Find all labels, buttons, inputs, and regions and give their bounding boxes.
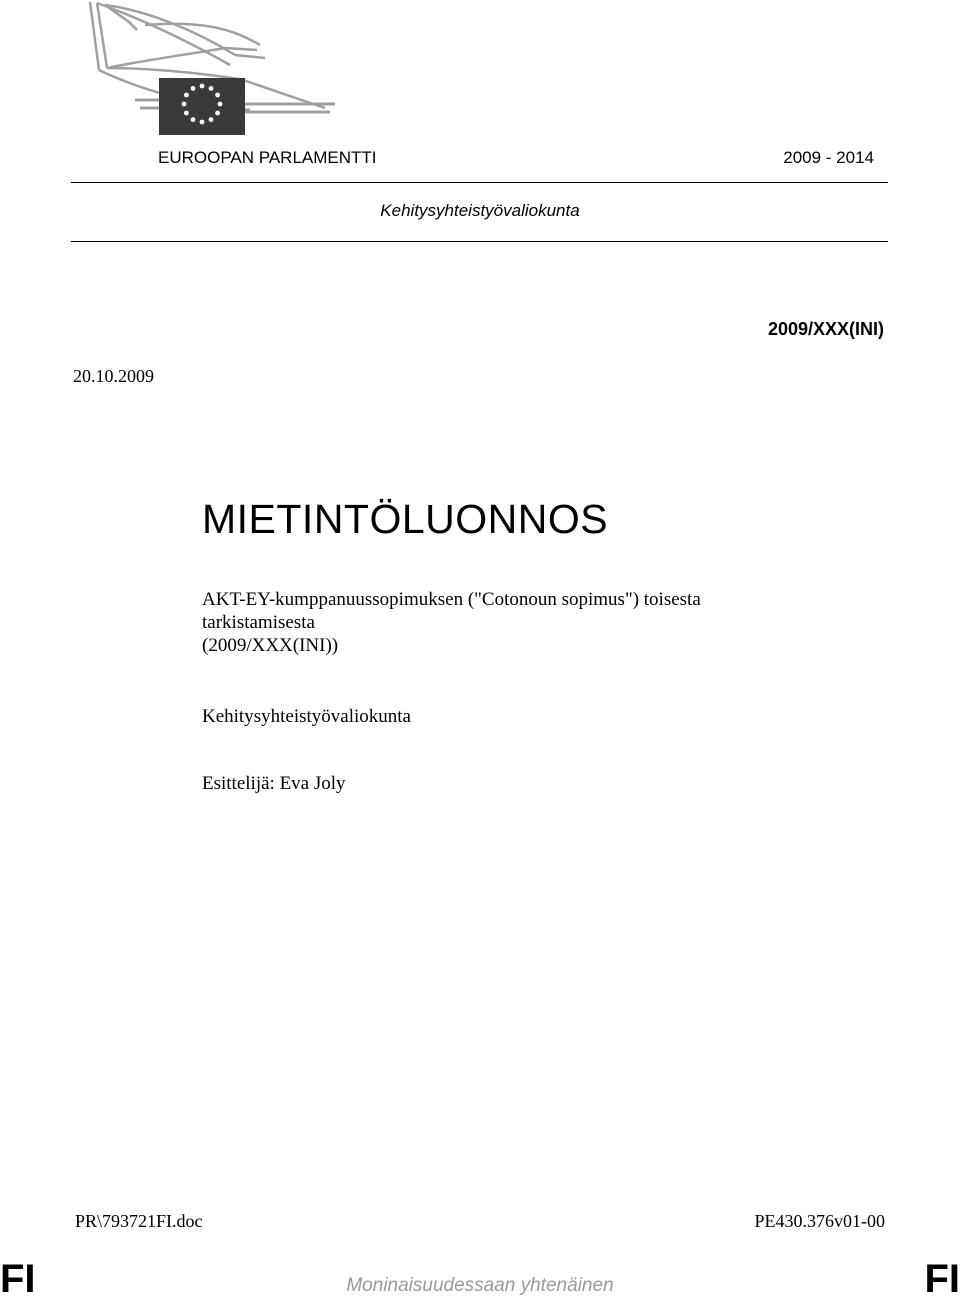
institution-name: EUROOPAN PARLAMENTTI	[158, 148, 377, 167]
eu-motto: Moninaisuudessaan yhtenäinen	[346, 1275, 614, 1296]
document-title-line: tarkistamisesta	[202, 612, 315, 633]
document-date: 20.10.2009	[73, 366, 154, 386]
parliamentary-term: 2009 - 2014	[783, 148, 874, 167]
header-divider-top	[71, 182, 888, 183]
european-parliament-logo-icon	[85, 0, 335, 140]
committee-name: Kehitysyhteistyövaliokunta	[202, 706, 411, 727]
language-code-left: FI	[0, 1257, 36, 1301]
committee-header: Kehitysyhteistyövaliokunta	[380, 201, 580, 220]
pe-reference: PE430.376v01-00	[754, 1211, 885, 1231]
procedure-reference: 2009/XXX(INI)	[767, 319, 884, 339]
language-code-right: FI	[924, 1257, 960, 1301]
document-type-title: MIETINTÖLUONNOS	[202, 496, 609, 542]
document-title-line: (2009/XXX(INI))	[202, 635, 339, 656]
document-title	[202, 588, 802, 657]
header-divider-bottom	[71, 241, 888, 242]
rapporteur: Esittelijä: Eva Joly	[202, 773, 346, 794]
file-reference: PR\793721FI.doc	[75, 1211, 203, 1231]
document-title-line: AKT-EY-kumppanuussopimuksen ("Cotonoun sopimus") toisesta	[202, 589, 701, 610]
